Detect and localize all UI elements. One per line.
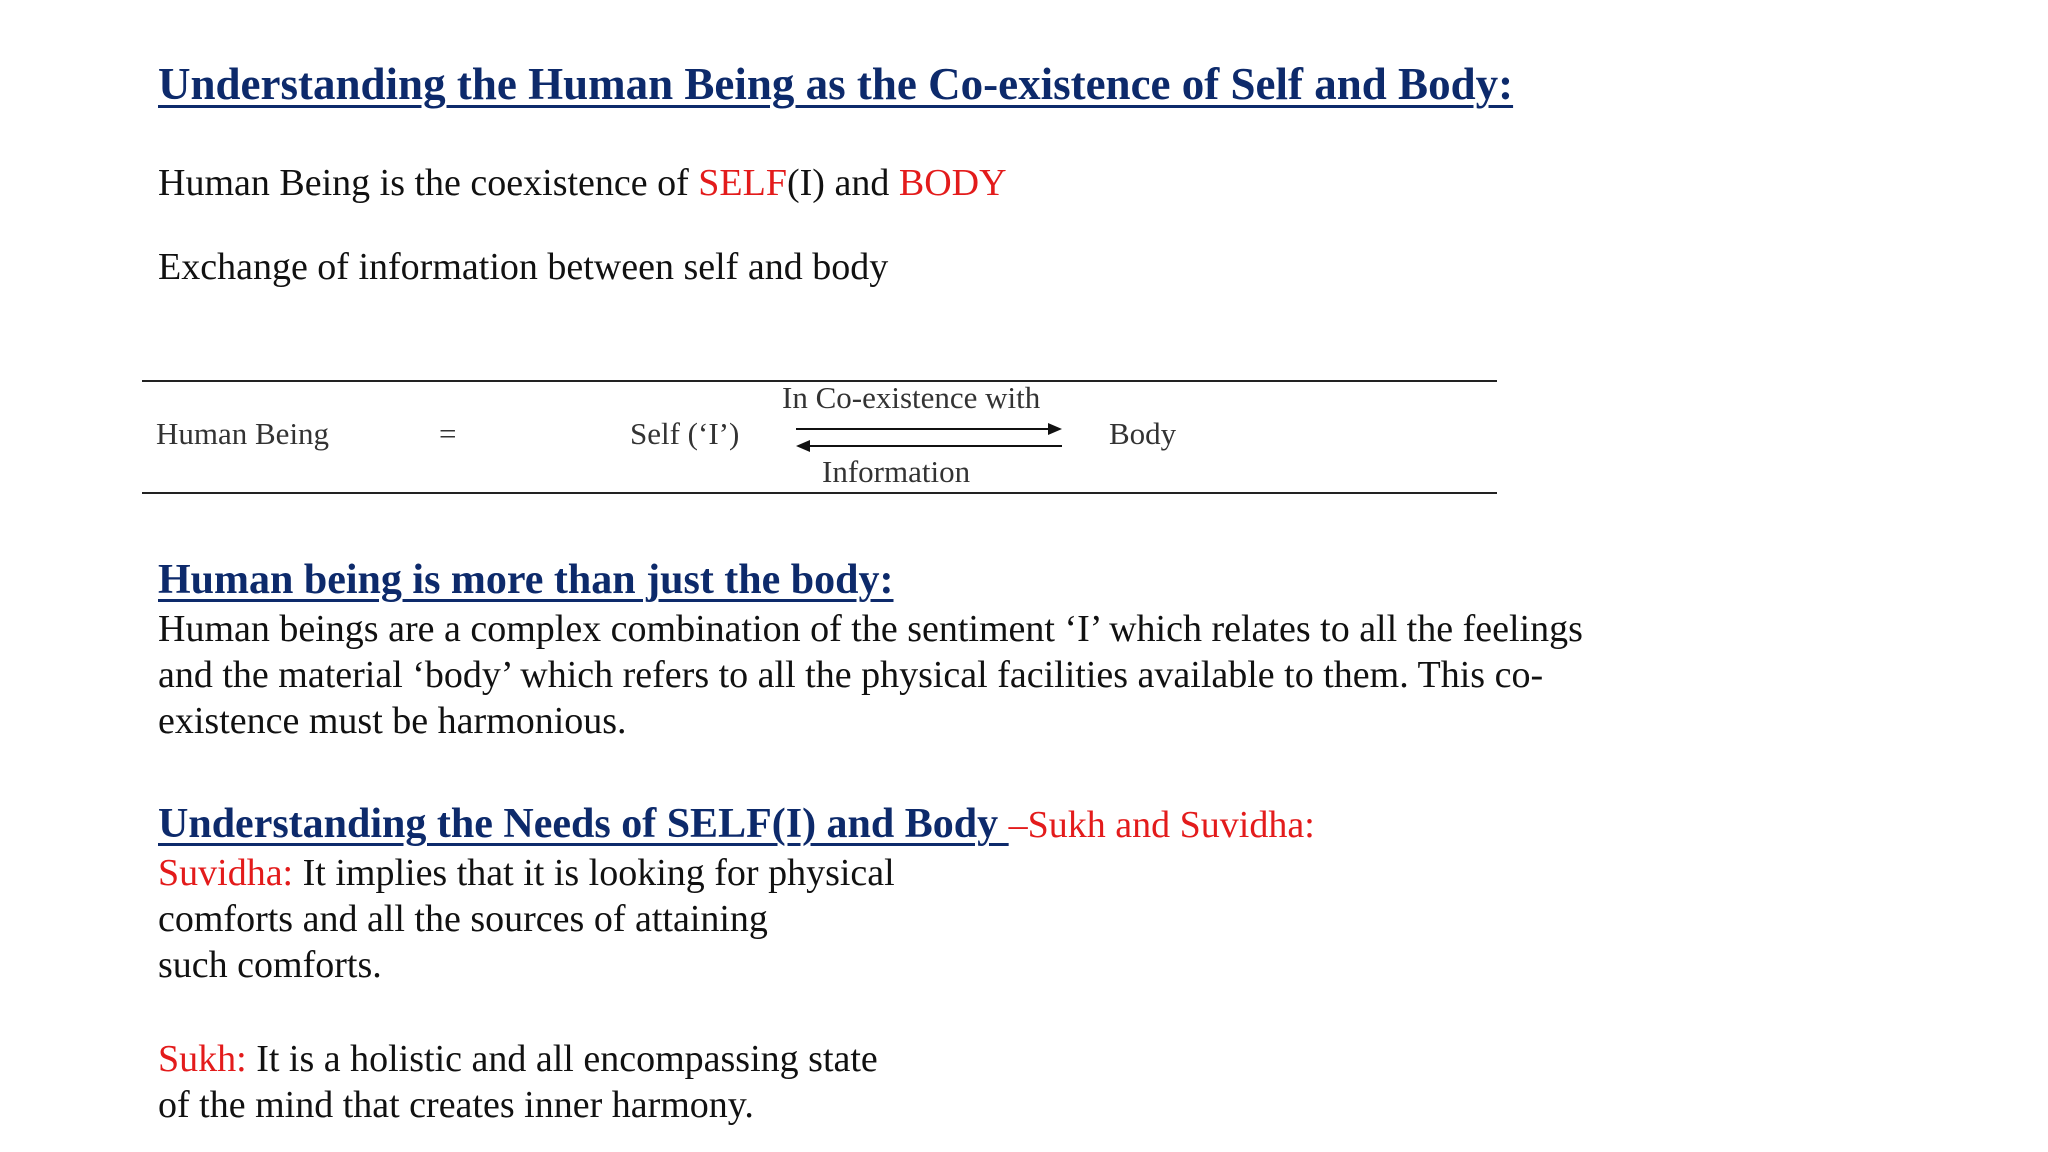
coexistence-diagram (142, 380, 1497, 494)
sukh-term: Sukh: (158, 1038, 247, 1080)
diagram-arrow-bottom-label: Information (822, 454, 971, 489)
diagram-body: Body (1109, 416, 1177, 451)
coexistence-prefix: Human Being is the coexistence of (158, 162, 699, 204)
needs-heading-suffix: –Sukh and Suvidha: (1008, 804, 1315, 846)
sukh-line: of the mind that creates inner harmony. (158, 1084, 754, 1126)
para-line: and the material ‘body’ which refers to all the physical facilities available to them. This co- (158, 654, 1544, 696)
suvidha-line: such comforts. (158, 944, 382, 986)
self-term: SELF (698, 162, 787, 204)
diagram-arrow-top-label: In Co-existence with (782, 380, 1041, 415)
diagram-bottom-rule (142, 492, 1497, 494)
suvidha-text: It implies that it is looking for physical (293, 852, 895, 894)
suvidha-line (158, 850, 895, 896)
sukh-text: It is a holistic and all encompassing state (246, 1038, 878, 1080)
page-title: Understanding the Human Being as the Co-existence of Self and Body: (158, 59, 1514, 109)
exchange-line: Exchange of information between self and body (158, 246, 889, 288)
needs-heading-text: Understanding the Needs of SELF(I) and Body (158, 801, 1009, 847)
diagram-self: Self (‘I’) (630, 416, 740, 451)
para-line: Human beings are a complex combination of the sentiment ‘I’ which relates to all the feelings (158, 608, 1583, 650)
body-term: BODY (898, 162, 1007, 204)
coexistence-middle: (I) and (787, 162, 899, 204)
coexistence-line (158, 160, 1007, 206)
sukh-line (158, 1036, 878, 1082)
section-heading-more-than-body: Human being is more than just the body: (158, 557, 894, 603)
suvidha-term: Suvidha: (158, 852, 294, 894)
diagram-equals: = (439, 416, 457, 451)
diagram-human-being: Human Being (156, 416, 330, 451)
suvidha-line: comforts and all the sources of attaining (158, 898, 768, 940)
bidirectional-arrow-icon (792, 420, 1067, 454)
needs-heading (158, 800, 1315, 848)
para-line: existence must be harmonious. (158, 700, 627, 742)
